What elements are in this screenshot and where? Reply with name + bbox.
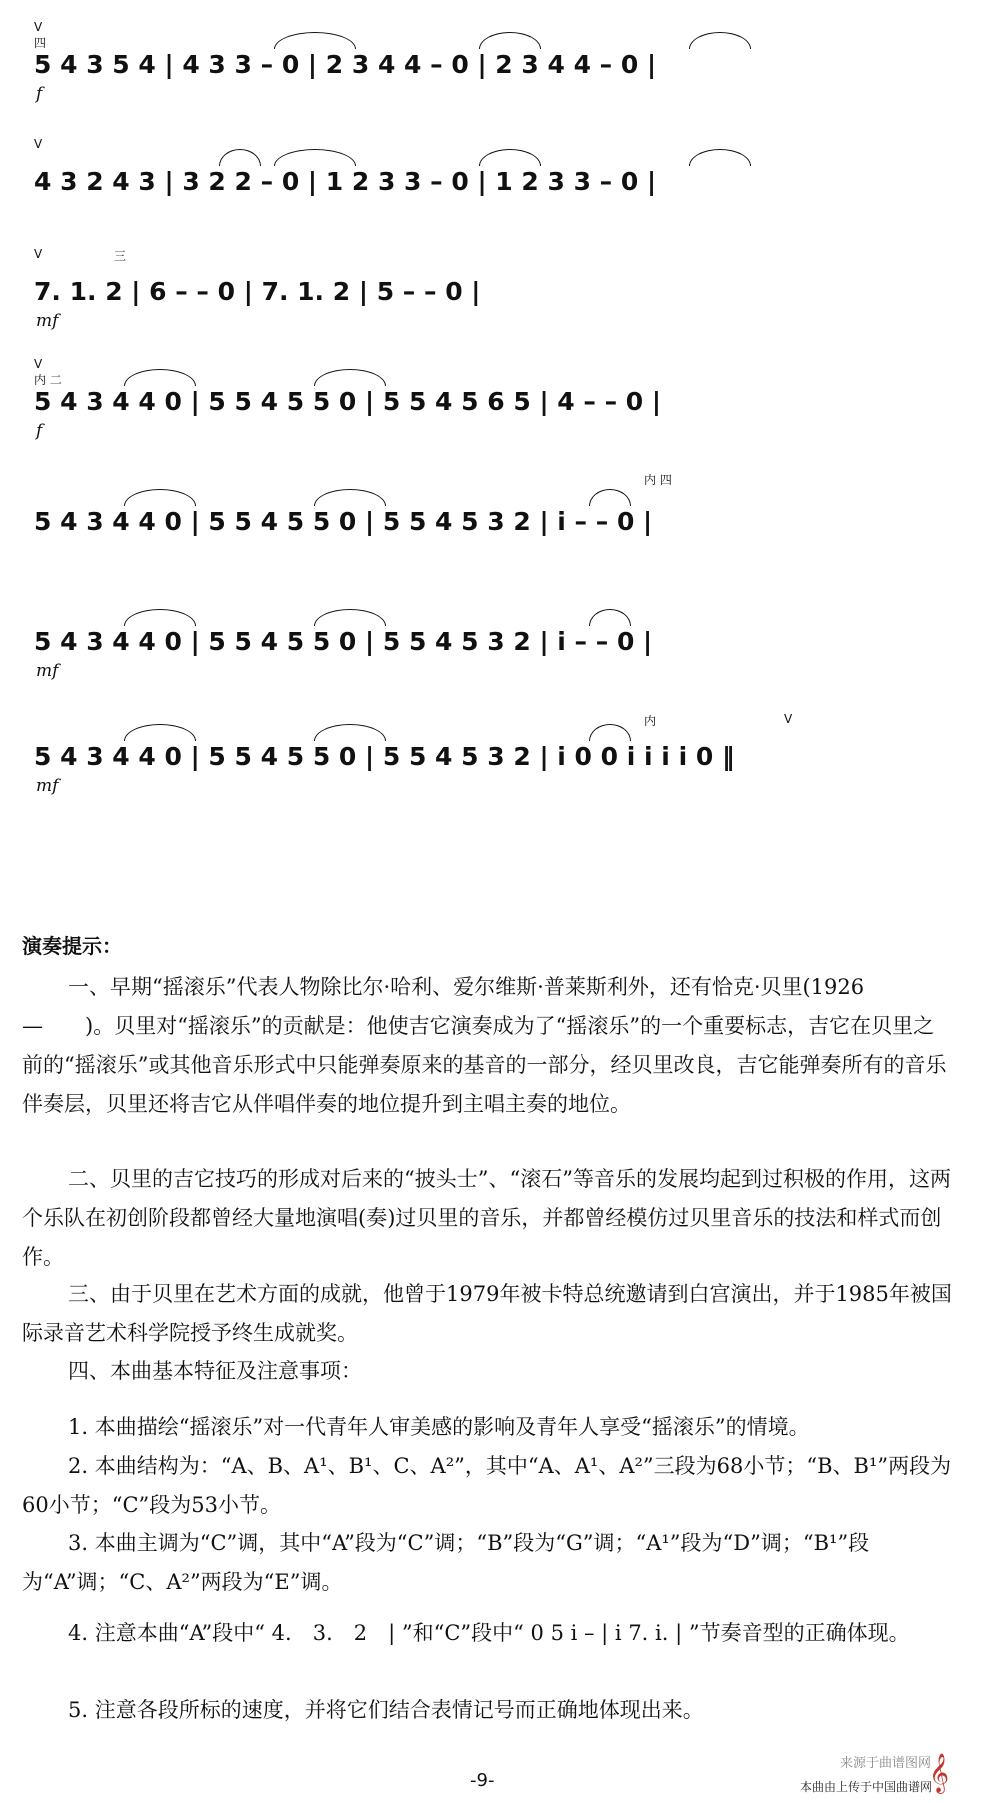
notation-line: 5 4 3 4 4 0 | 5 5 4 5 5 0 | 5 5 4 5 3 2 | i – – 0 | xyxy=(34,507,653,536)
dynamic-mark: mf xyxy=(36,661,59,681)
notation-line: 5 4 3 4 4 0 | 5 5 4 5 5 0 | 5 5 4 5 6 5 | 4 – – 0 | xyxy=(34,387,662,416)
bowing-mark: V xyxy=(34,137,43,151)
string-mark: 内 二 xyxy=(34,373,62,387)
score-system xyxy=(34,710,964,796)
treble-clef-icon: 𝄞 xyxy=(928,1753,950,1793)
slur xyxy=(274,149,356,166)
string-mark: 三 xyxy=(114,249,127,263)
list-item: 3. 本曲主调为“C”调，其中“A”段为“C”调；“B”段为“G”调；“A¹”段为“D”调；“B¹”段为“A”调；“C、A²”两段为“E”调。 xyxy=(22,1531,870,1594)
slur xyxy=(689,149,751,166)
dynamic-mark: mf xyxy=(36,311,59,331)
notes-heading: 演奏提示： xyxy=(22,934,122,958)
jianpu-score xyxy=(0,0,1000,900)
string-mark: 内 四 xyxy=(644,473,672,487)
slur xyxy=(314,369,386,386)
slur xyxy=(314,489,386,506)
list-item: 1. 本曲描绘“摇滚乐”对一代青年人审美感的影响及青年人享受“摇滚乐”的情境。 xyxy=(68,1415,810,1439)
slur xyxy=(589,489,631,506)
slur xyxy=(589,724,631,741)
paragraph: 三、由于贝里在艺术方面的成就，他曾于1979年被卡特总统邀请到白宫演出，并于1985年被国际录音艺术科学院授予终生成就奖。 xyxy=(22,1282,952,1345)
slur xyxy=(479,32,541,49)
notation-line: 7. 1. 2 | 6 – – 0 | 7. 1. 2 | 5 – – 0 | xyxy=(34,277,481,306)
list-item: 5. 注意各段所标的速度，并将它们结合表情记号而正确地体现出来。 xyxy=(68,1698,704,1722)
notation-line: 5 4 3 4 4 0 | 5 5 4 5 5 0 | 5 5 4 5 3 2 | i – – 0 | xyxy=(34,627,653,656)
slur xyxy=(589,609,631,626)
bowing-mark: V xyxy=(34,357,43,371)
slur xyxy=(689,32,751,49)
page-number: -9- xyxy=(470,1770,495,1791)
notation-line: 4 3 2 4 3 | 3 2 2 – 0 | 1 2 3 3 – 0 | 1 2 3 3 – 0 | xyxy=(34,167,657,196)
string-mark: 四 xyxy=(34,36,47,50)
notation-line: 5 4 3 4 4 0 | 5 5 4 5 5 0 | 5 5 4 5 3 2 | i 0 0 i i i i 0 ‖ xyxy=(34,742,735,771)
notation-line: 5 4 3 5 4 | 4 3 3 – 0 | 2 3 4 4 – 0 | 2 3 4 4 – 0 | xyxy=(34,50,657,79)
list-item: 4. 注意本曲“A”段中“ 4. 3. 2 | ”和“C”段中“ 0 5 i – | i 7. i. | ”节奏音型的正确体现。 xyxy=(68,1621,910,1645)
score-system xyxy=(34,475,964,555)
bowing-mark: V xyxy=(34,247,43,261)
slur xyxy=(219,149,261,166)
score-system xyxy=(34,18,964,104)
string-mark: 内 xyxy=(644,714,657,728)
slur xyxy=(479,149,541,166)
bowing-mark: V xyxy=(784,712,793,726)
slur xyxy=(314,724,386,741)
dynamic-mark: mf xyxy=(36,776,59,796)
slur xyxy=(314,609,386,626)
score-system xyxy=(34,245,964,331)
dynamic-mark: f xyxy=(36,421,43,441)
credit: 本曲由上传于中国曲谱网 xyxy=(800,1780,933,1794)
list-item: 2. 本曲结构为：“A、B、A¹、B¹、C、A²”，其中“A、A¹、A²”三段为68小节；“B、B¹”两段为60小节；“C”段为53小节。 xyxy=(22,1454,952,1517)
paragraph: 二、贝里的吉它技巧的形成对后来的“披头士”、“滚石”等音乐的发展均起到过积极的作用，这两个乐队在初创阶段都曾经大量地演唱(奏)过贝里的音乐，并都曾经模仿过贝里音乐的技法和样式而创作。 xyxy=(22,1167,951,1269)
score-system xyxy=(34,135,964,215)
paragraph: 一、早期“摇滚乐”代表人物除比尔·哈利、爱尔维斯·普莱斯利外，还有恰克·贝里(1926— )。贝里对“摇滚乐”的贡献是：他使吉它演奏成为了“摇滚乐”的一个重要标志，吉它在贝里之前的“摇滚乐”或其他音乐形式中只能弹奏原来的基音的一部分，经贝里改良，吉它能弹奏所有的音乐伴奏层，贝里还将吉它从伴唱伴奏的地位提升到主唱主奏的地位。 xyxy=(22,975,947,1116)
slur xyxy=(124,724,196,741)
score-system xyxy=(34,355,964,441)
watermark: 来源于曲谱图网 xyxy=(840,1756,932,1771)
bowing-mark: V xyxy=(34,20,43,34)
score-system xyxy=(34,595,964,681)
slur xyxy=(124,489,196,506)
paragraph: 四、本曲基本特征及注意事项： xyxy=(68,1359,362,1383)
slur xyxy=(274,32,356,49)
dynamic-mark: f xyxy=(36,84,43,104)
slur xyxy=(124,369,196,386)
slur xyxy=(124,609,196,626)
